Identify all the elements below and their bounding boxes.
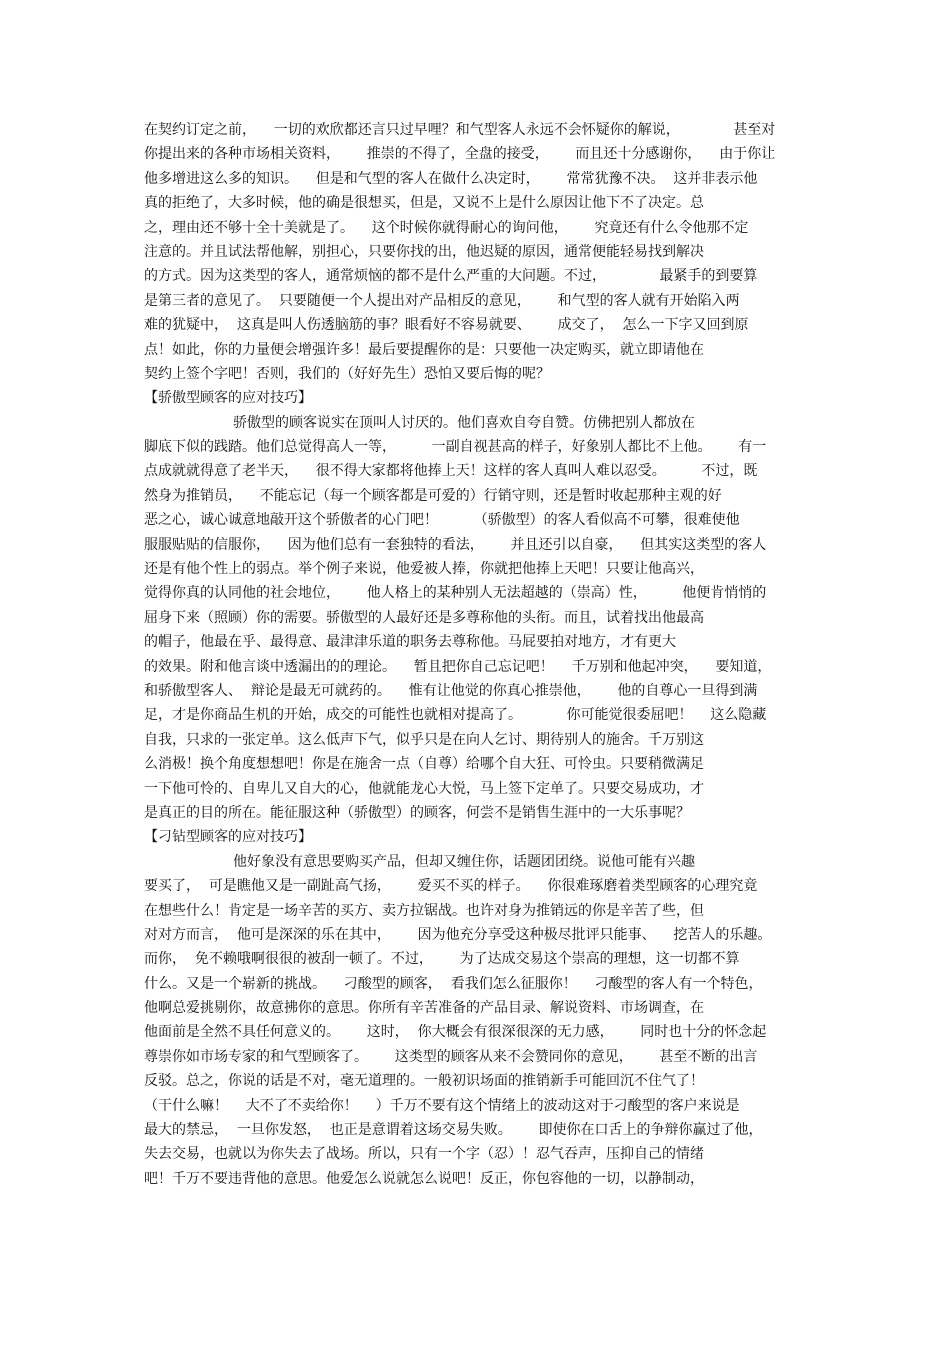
paragraph-line: 什么。又是一个崭新的挑战。 刁酸型的顾客， 看我们怎么征服你！ 刁酸型的客人有一个特色， — [144, 975, 763, 992]
paragraph-line: 他啊总爱挑剔你，故意拂你的意思。你所有辛苦准备的产品目录、解说资料、市场调查，在 — [144, 1000, 704, 1017]
paragraph-line: 的方式。因为这类型的客人，通常烦恼的都不是什么严重的大问题。不过， 最紧手的到要算 — [144, 268, 758, 285]
paragraph-line: 然身为推销员， 不能忘记（每一个顾客都是可爱的）行销守则，还是暂时收起那种主观的好 — [144, 487, 722, 504]
paragraph-line: 恶之心，诚心诚意地敲开这个骄傲者的心门吧！ （骄傲型）的客人看似高不可攀，很难使他 — [144, 512, 740, 529]
paragraph-line: 而你， 免不赖哦啊很很的被刮一顿了。不过， 为了达成交易这个崇高的理想，这一切都不算 — [144, 951, 740, 968]
paragraph-line: 最大的禁忌， 一旦你发怒， 也正是意谓着这场交易失败。 即使你在口舌上的争辩你赢过了他， — [144, 1122, 763, 1139]
section-heading-tricky: 【刁钻型顾客的应对技巧】 — [144, 829, 312, 846]
paragraph-line: 在想些什么！肯定是一场辛苦的买方、卖方拉锯战。也许对身为推销远的你是辛苦了些，但 — [144, 902, 704, 919]
document-page — [144, 118, 824, 1191]
paragraph-line: 他面前是全然不具任何意义的。 这时， 你大概会有很深很深的无力感， 同时也十分的怀念起 — [144, 1024, 767, 1041]
paragraph-line: 契约上签个字吧！否则，我们的（好好先生）恐怕又要后悔的呢？ — [144, 365, 550, 382]
paragraph-line: 的帽子，他最在乎、最得意、最津津乐道的职务去尊称他。马屁要拍对地方，才有更大 — [144, 634, 676, 651]
paragraph-line: 服服贴贴的信服你， 因为他们总有一套独特的看法， 并且还引以自豪， 但其实这类型的客人 — [144, 536, 767, 553]
paragraph-line: 的效果。附和他言谈中透漏出的的理论。 暂且把你自己忘记吧！ 千万别和他起冲突， 要知道， — [144, 658, 772, 675]
paragraph-line: 对对方而言， 他可是深深的乐在其中， 因为他充分享受这种极尽批评只能事、 挖苦人的乐趣。 — [144, 926, 772, 943]
paragraph-line: 屈身下来（照顾）你的需要。骄傲型的人最好还是多尊称他的头衔。而且，试着找出他最高 — [144, 609, 704, 626]
paragraph-line: 失去交易，也就以为你失去了战场。所以，只有一个字（忍）！忍气吞声，压抑自己的情绪 — [144, 1146, 704, 1163]
paragraph-line: 自我，只求的一张定单。这么低声下气，似乎只是在向人乞讨、期待别人的施舍。千万别这 — [144, 731, 704, 748]
paragraph-line: 真的拒绝了，大多时候，他的确是很想买，但是，又说不上是什么原因让他下不了决定。总 — [144, 195, 704, 212]
paragraph-line: 反驳。总之，你说的话是不对，毫无道理的。一般初识场面的推销新手可能回沉不住气了！ — [144, 1073, 704, 1090]
paragraph-line: 他好象没有意思要购买产品，但却又缠住你，话题团团绕。说他可能有兴趣 — [144, 853, 696, 870]
paragraph-line: 你提出来的各种市场相关资料， 推崇的不得了，全盘的接受， 而且还十分感谢你， 由于你让 — [144, 146, 776, 163]
paragraph-line: 还是有他个性上的弱点。举个例子来说，他爱被人捧，你就把他捧上天吧！只要让他高兴， — [144, 561, 704, 578]
paragraph-line: 注意的。并且试法帮他解，别担心，只要你找的出，他迟疑的原因，通常便能轻易找到解决 — [144, 243, 704, 260]
paragraph-line: 是真正的目的所在。能征服这种（骄傲型）的顾客，何尝不是销售生涯中的一大乐事呢？ — [144, 804, 690, 821]
paragraph-line: 在契约订定之前， 一切的欢欣都还言只过早哩？和气型客人永远不会怀疑你的解说， 甚至对 — [144, 122, 776, 138]
paragraph-line: 点成就就得意了老半天， 很不得大家都将他捧上天！这样的客人真叫人难以忍受。 不过，既 — [144, 463, 758, 480]
paragraph-line: 要买了， 可是瞧他又是一副趾高气扬， 爱买不买的样子。 你很难琢磨着类型顾客的心理究竟 — [144, 878, 758, 895]
paragraph-line: 骄傲型的顾客说实在顶叫人讨厌的。他们喜欢自夸自赞。仿佛把别人都放在 — [144, 414, 696, 431]
paragraph-line: 吧！千万不要违背他的意思。他爱怎么说就怎么说吧！反正，你包容他的一切，以静制动， — [144, 1170, 704, 1187]
paragraph-line: 难的犹疑中， 这真是叫人伤透脑筋的事？眼看好不容易就要、 成交了， 怎么一下字又回到原 — [144, 317, 749, 334]
paragraph-line: 之，理由还不够十全十美就是了。 这个时候你就得耐心的询问他， 究竟还有什么令他那不定 — [144, 219, 749, 236]
section-heading-arrogant: 【骄傲型顾客的应对技巧】 — [144, 390, 312, 407]
paragraph-line: （干什么嘛！ 大不了不卖给你！ ）千万不要有这个情绪上的波动这对于刁酸型的客户来说是 — [144, 1097, 740, 1114]
paragraph-line: 他多增进这么多的知识。 但是和气型的客人在做什么决定时， 常常犹豫不决。 这并非表示他 — [144, 170, 758, 187]
paragraph-line: 一下他可怜的、自卑儿又自大的心，他就能龙心大悦，马上签下定单了。只要交易成功，才 — [144, 780, 704, 797]
paragraph-line: 么消极！换个角度想想吧！你是在施舍一点（自尊）给哪个自大狂、可怜虫。只要稍微满足 — [144, 756, 704, 773]
paragraph-line: 尊崇你如市场专家的和气型顾客了。 这类型的顾客从来不会赞同你的意见， 甚至不断的出言 — [144, 1048, 758, 1065]
paragraph-line: 足，才是你商品生机的开始，成交的可能性也就相对提高了。 你可能觉很委屈吧！ 这么隐藏 — [144, 707, 767, 724]
paragraph-line: 点！如此，你的力量便会增强许多！最后要提醒你的是：只要他一决定购买，就立即请他在 — [144, 341, 704, 358]
paragraph-line: 脚底下似的践踏。他们总觉得高人一等， 一副自视甚高的样子，好象别人都比不上他。 有一 — [144, 439, 767, 456]
paragraph-line: 和骄傲型客人、 辩论是最无可就药的。 惟有让他觉的你真心推崇他， 他的自尊心一旦得到满 — [144, 682, 758, 699]
paragraph-line: 是第三者的意见了。 只要随便一个人提出对产品相反的意见， 和气型的客人就有开始陷入两 — [144, 292, 740, 309]
paragraph-line: 觉得你真的认同他的社会地位， 他人格上的某种别人无法超越的（崇高）性， 他便肯悄悄的 — [144, 585, 767, 602]
